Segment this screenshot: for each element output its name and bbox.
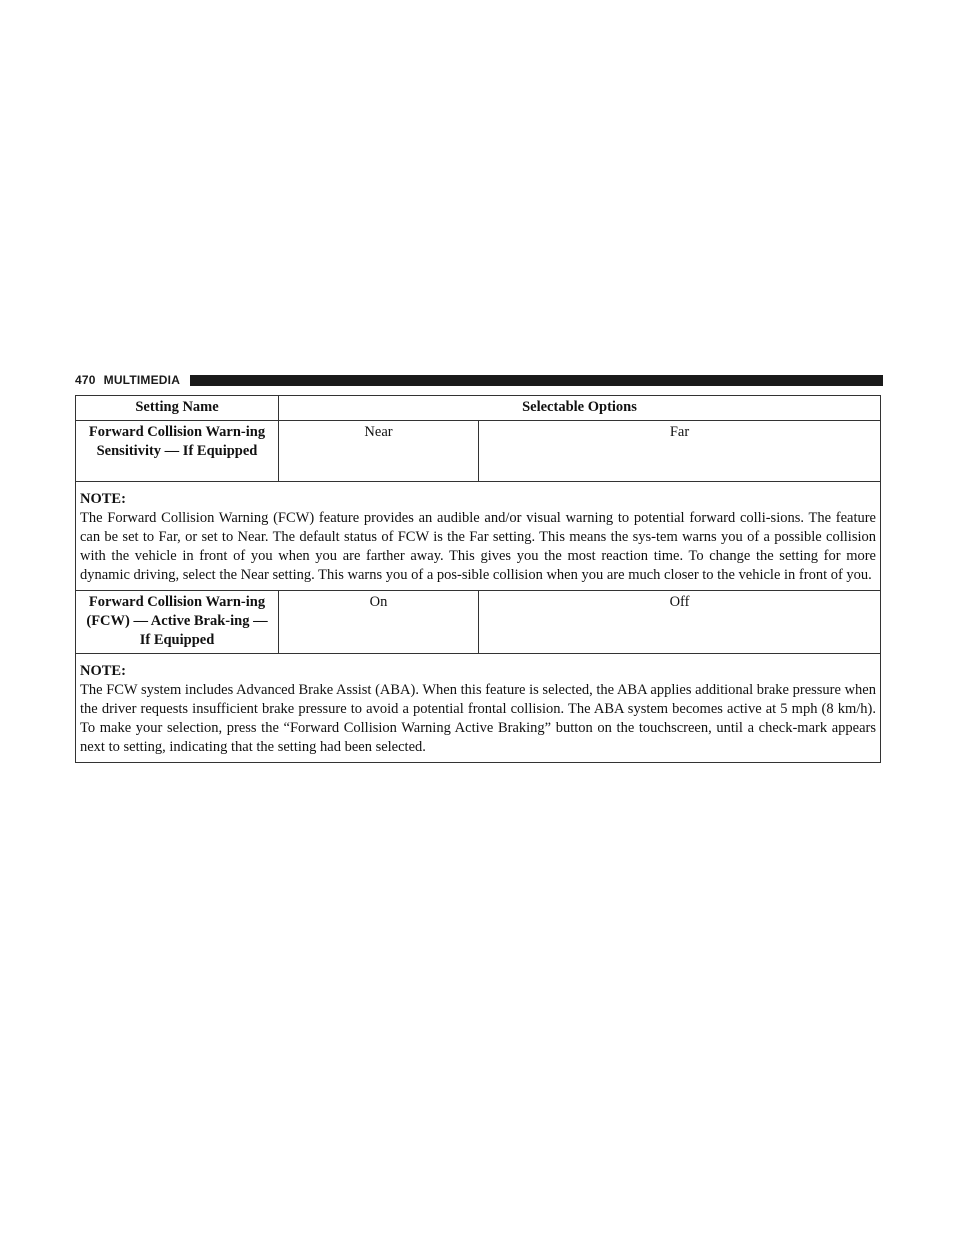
setting-name-fcw-sensitivity: Forward Collision Warn-ing Sensitivity — If Equipped — [76, 421, 279, 482]
settings-table — [75, 395, 881, 763]
table-row — [76, 591, 881, 654]
note-label: NOTE: — [80, 491, 126, 507]
option-far: Far — [479, 421, 881, 482]
section-title: MULTIMEDIA — [103, 373, 181, 387]
page-number: 470 — [75, 373, 96, 387]
table-header-row — [76, 396, 881, 421]
option-near: Near — [279, 421, 479, 482]
note-cell — [76, 654, 881, 763]
option-off: Off — [479, 591, 881, 654]
setting-name-fcw-active-braking: Forward Collision Warn-ing (FCW) — Active Brak-ing — If Equipped — [76, 591, 279, 654]
table-row — [76, 421, 881, 482]
option-on: On — [279, 591, 479, 654]
note-text: The FCW system includes Advanced Brake Assist (ABA). When this feature is selected, the ABA applies additional brake pressure when the driver requests insufficient brake pressure to avoid a potential frontal collision. The ABA system becomes active at 5 mph (8 km/h). To make your selection, press the “Forward Collision Warning Active Braking” button on the touchscreen, until a check-mark appears next to setting, indicating that the setting had been selected. — [80, 682, 876, 755]
page-header — [75, 372, 883, 388]
column-header-selectable-options: Selectable Options — [279, 396, 881, 421]
note-cell — [76, 482, 881, 591]
header-rule — [190, 375, 883, 386]
note-row — [76, 482, 881, 591]
note-text: The Forward Collision Warning (FCW) feature provides an audible and/or visual warning to potential forward colli-sions. The feature can be set to Far, or set to Near. The default status of FCW is the Far setting. This means the sys-tem warns you of a possible collision with the vehicle in front of you when you are farther away. This gives you the most reaction time. To change the setting for more dynamic driving, select the Near setting. This warns you of a pos-sible collision when you are much closer to the vehicle in front of you. — [80, 510, 876, 583]
note-label: NOTE: — [80, 663, 126, 679]
note-row — [76, 654, 881, 763]
column-header-setting-name: Setting Name — [76, 396, 279, 421]
